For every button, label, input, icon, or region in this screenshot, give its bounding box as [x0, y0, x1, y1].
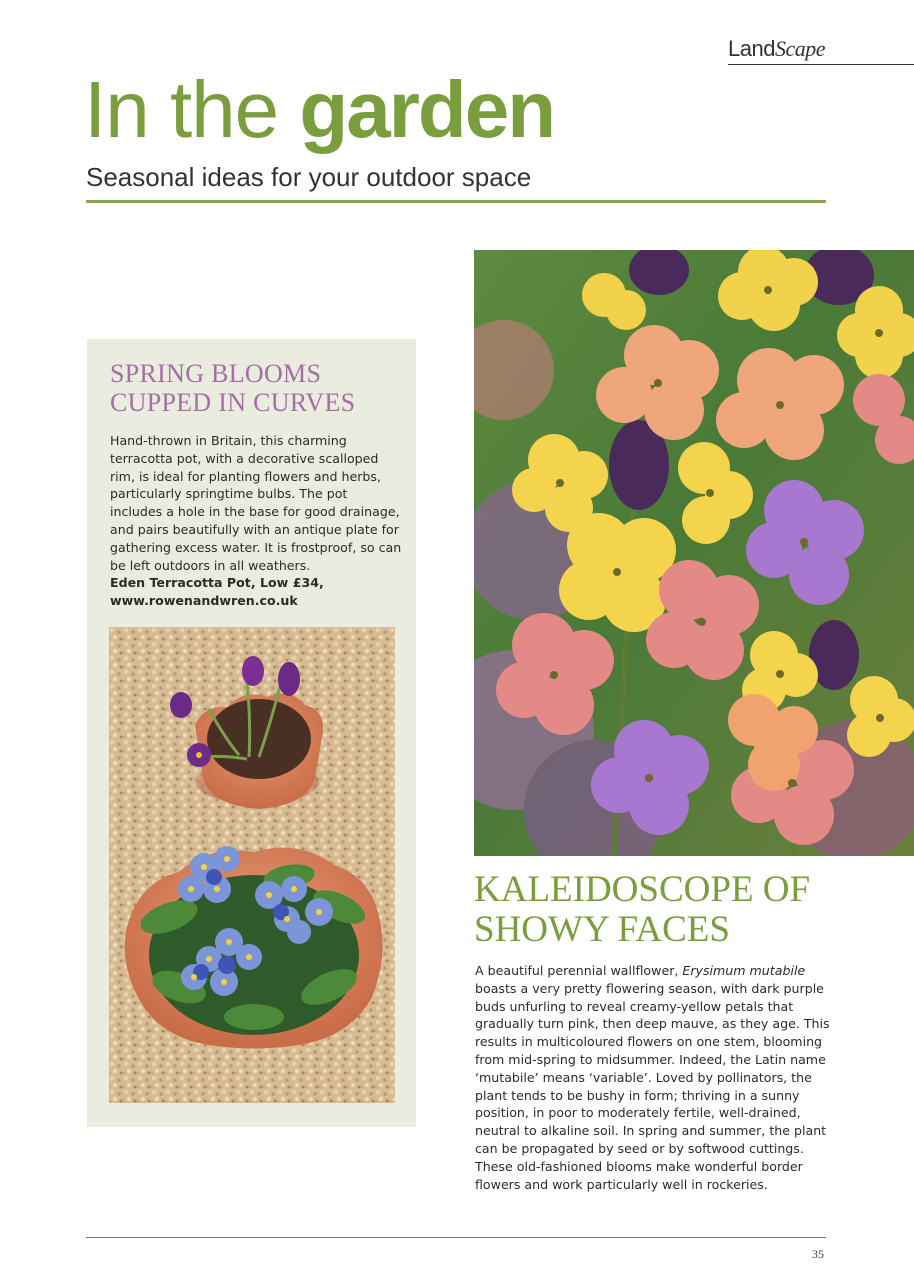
- page-title-light: In the: [84, 65, 300, 154]
- brand-part-land: Land: [728, 36, 775, 61]
- kaleidoscope-body: [475, 962, 831, 1193]
- species-name: Erysimum mutabile: [682, 963, 806, 978]
- kaleidoscope-text: [475, 962, 831, 1193]
- spring-blooms-heading: [110, 359, 400, 417]
- brand-logo: [728, 36, 914, 65]
- wallflower-photo: [474, 250, 914, 856]
- footer-divider: [86, 1237, 826, 1238]
- spring-heading-line1: SPRING BLOOMS: [110, 359, 322, 388]
- header-divider: [86, 200, 826, 203]
- spring-blooms-text: [110, 432, 402, 610]
- page-title: [84, 65, 555, 154]
- kaleidoscope-heading-line1: KALEIDOSCOPE OF: [474, 869, 811, 910]
- product-name-price: Eden Terracotta Pot, Low £34,: [110, 575, 324, 591]
- product-website: www.rowenandwren.co.uk: [110, 593, 298, 609]
- kaleidoscope-body-rest: boasts a very pretty flowering season, with dark purple buds unfurling to reveal creamy-yellow petals that gradually turn pink, then deep mauve, as they age. This results in multicoloured flowers on one stem, blooming from mid-spring to midsummer. Indeed, the Latin name ‘mutabile’ means ‘variable’. Loved by pollinators, the plant tends to be bushy in form; thriving in a sunny position, in poor to moderately fertile, well-drained, neutral to alkaline soil. In spring and summer, the plant can be propagated by seed or by softwood cuttings. These old-fashioned blooms make wonderful border flowers and work particularly well in rockeries.: [475, 980, 830, 1192]
- kaleidoscope-heading-line2: SHOWY FACES: [474, 909, 730, 950]
- spring-heading-line2: CUPPED IN CURVES: [110, 388, 356, 417]
- spring-blooms-body: Hand-thrown in Britain, this charming terracotta pot, with a decorative scalloped rim, is ideal for planting flowers and herbs, particularly springtime bulbs. The pot includes a hole in the base for good drainage, and pairs beautifully with an antique plate for gathering excess water. It is frostproof, so can be left outdoors in all weathers.: [110, 433, 402, 573]
- spring-blooms-box: [87, 339, 416, 1127]
- kaleidoscope-body-intro: A beautiful perennial wallflower,: [475, 963, 683, 978]
- terracotta-pots-photo: [109, 627, 395, 1103]
- page-number: 35: [812, 1247, 824, 1261]
- brand-part-scape: Scape: [774, 36, 825, 61]
- kaleidoscope-heading: [474, 870, 894, 950]
- page-subtitle: Seasonal ideas for your outdoor space: [86, 162, 532, 192]
- page-title-bold: garden: [299, 65, 555, 154]
